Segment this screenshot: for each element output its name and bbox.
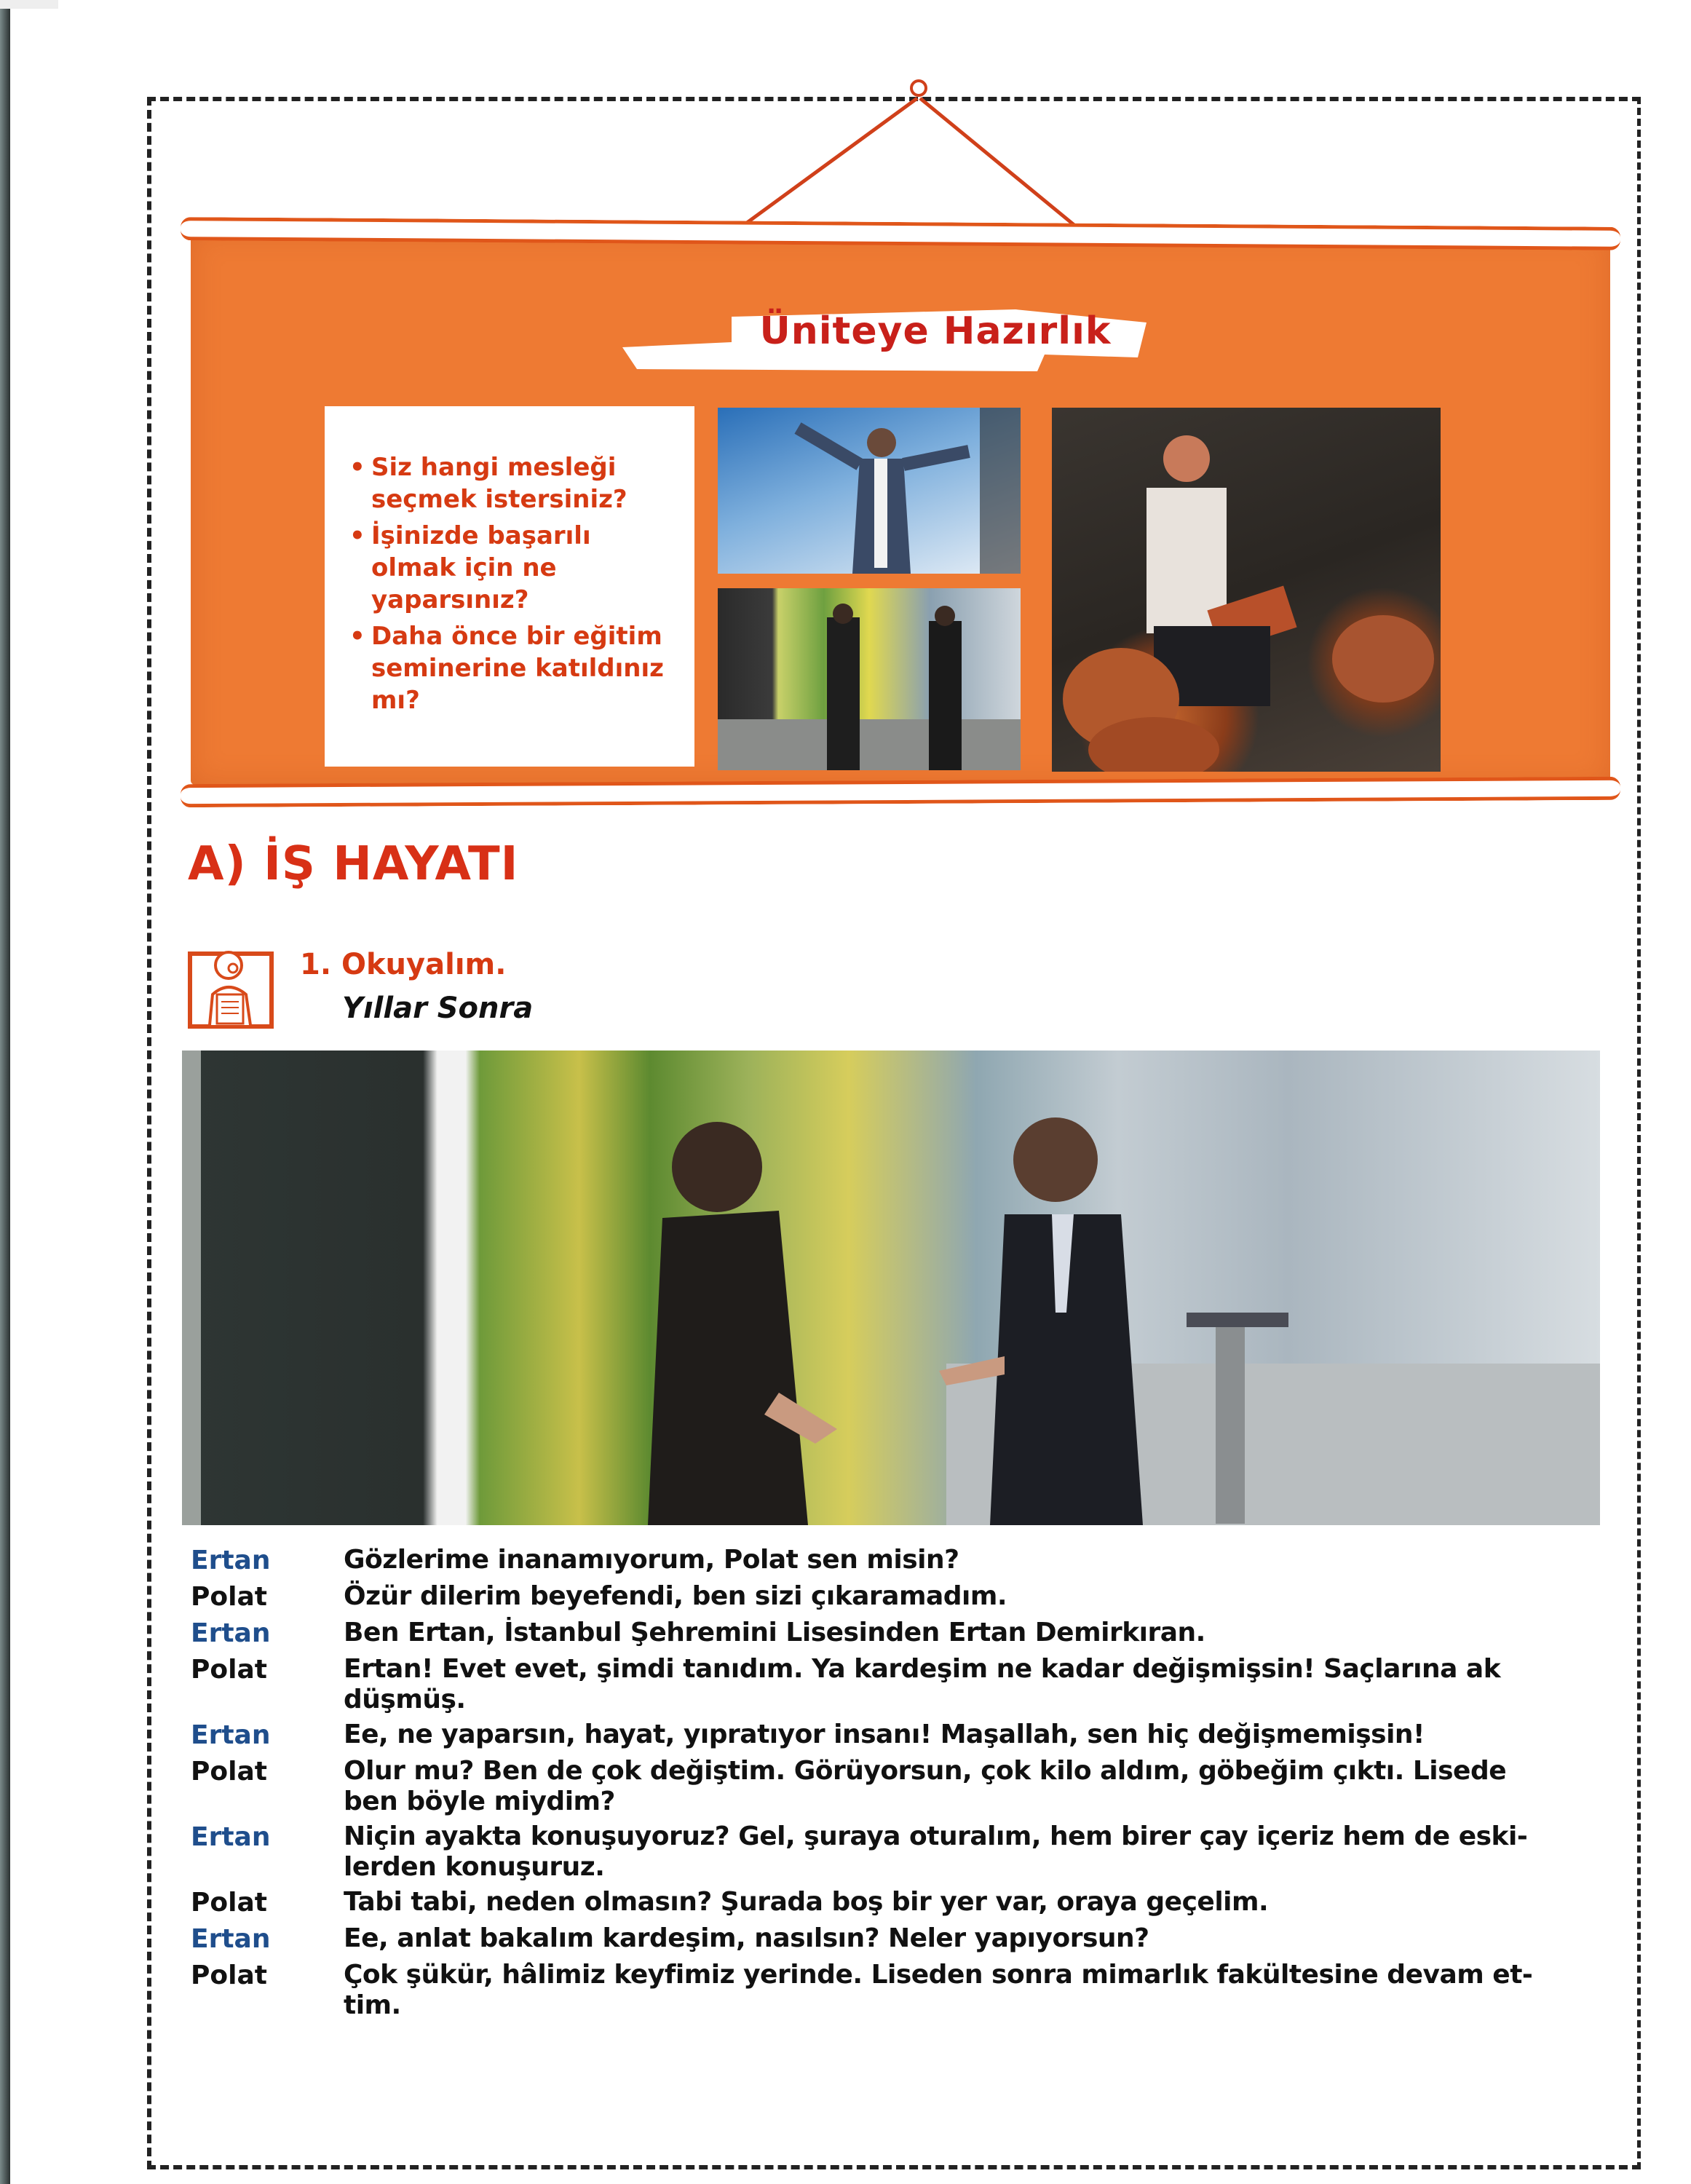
dialogue-text: Ee, anlat bakalım kardeşim, nasılsın? Neler yapıyorsun? <box>344 1923 1149 1953</box>
dialogue-line <box>191 1923 1545 1955</box>
dialogue-text: Ertan! Evet evet, şimdi tanıdım. Ya kardeşim ne kadar değişmişsin! Saçlarına ak düşmüş. <box>344 1654 1501 1714</box>
speaker-name: Polat <box>191 1757 267 1787</box>
speaker-name: Ertan <box>191 1924 271 1954</box>
scan-left-edge <box>0 9 10 2184</box>
dialogue-line <box>191 1545 1545 1577</box>
dialogue-text: Niçin ayakta konuşuyoruz? Gel, şuraya oturalım, hem birer çay içeriz hem de eski-lerden konuşuruz. <box>344 1821 1528 1882</box>
speaker-name: Ertan <box>191 1822 271 1852</box>
dialogue-line <box>191 1756 1545 1817</box>
speaker-name: Polat <box>191 1582 267 1612</box>
bullet-icon: • <box>349 622 365 651</box>
question-list-box <box>325 406 694 767</box>
question-item <box>349 620 681 716</box>
dialogue-text: Ben Ertan, İstanbul Şehremini Lisesinden Ertan Demirkıran. <box>344 1618 1205 1647</box>
dialogue <box>191 1545 1545 2025</box>
reading-title: Yıllar Sonra <box>342 992 534 1025</box>
banner-title: Üniteye Hazırlık <box>759 309 1112 353</box>
bullet-icon: • <box>349 453 365 482</box>
dialogue-line <box>191 1654 1545 1715</box>
dialogue-text: Gözlerime inanamıyorum, Polat sen misin? <box>344 1545 959 1575</box>
bullet-icon: • <box>349 521 365 550</box>
reading-person-icon <box>188 943 274 1029</box>
speaker-name: Ertan <box>191 1546 271 1575</box>
section-title: A) İŞ HAYATI <box>188 837 519 891</box>
dialogue-line <box>191 1581 1545 1613</box>
businessman-arms-outstretched-photo <box>718 408 1021 574</box>
activity-title: 1. Okuyalım. <box>300 948 507 981</box>
dialogue-text: Çok şükür, hâlimiz keyfimiz yerinde. Liseden sonra mimarlık fakültesine devam et-tim. <box>344 1960 1533 2020</box>
hanger-nail-loop <box>911 81 926 95</box>
speaker-name: Polat <box>191 1961 267 1990</box>
dialogue-line <box>191 1618 1545 1650</box>
page-edge-scrap <box>0 0 58 9</box>
question-text: İşinizde başarılı olmak için ne yaparsınız? <box>371 521 591 614</box>
dialogue-line <box>191 1720 1545 1752</box>
question-item <box>349 520 681 616</box>
speaker-name: Ertan <box>191 1720 271 1750</box>
dialogue-line <box>191 1887 1545 1919</box>
speaker-name: Polat <box>191 1888 267 1918</box>
dialogue-line <box>191 1821 1545 1883</box>
two-men-talking-street-photo <box>182 1051 1600 1525</box>
dialogue-text: Tabi tabi, neden olmasın? Şurada boş bir yer var, oraya geçelim. <box>344 1887 1269 1917</box>
question-text: Siz hangi mesleği seçmek istersiniz? <box>371 453 627 514</box>
question-text: Daha önce bir eğitim seminerine katıldınız mı? <box>371 622 664 715</box>
two-men-greeting-street-photo <box>718 588 1021 770</box>
dialogue-line <box>191 1960 1545 2021</box>
dialogue-text: Özür dilerim beyefendi, ben sizi çıkaramadım. <box>344 1581 1007 1611</box>
dialogue-text: Olur mu? Ben de çok değiştim. Görüyorsun, çok kilo aldım, göbeğim çıktı. Lisede ben böyle miydim? <box>344 1756 1507 1816</box>
question-item <box>349 451 681 515</box>
coppersmith-at-work-photo <box>1052 408 1441 772</box>
dialogue-text: Ee, ne yaparsın, hayat, yıpratıyor insanı! Maşallah, sen hiç değişmemişsin! <box>344 1720 1425 1749</box>
speaker-name: Ertan <box>191 1618 271 1648</box>
speaker-name: Polat <box>191 1655 267 1685</box>
